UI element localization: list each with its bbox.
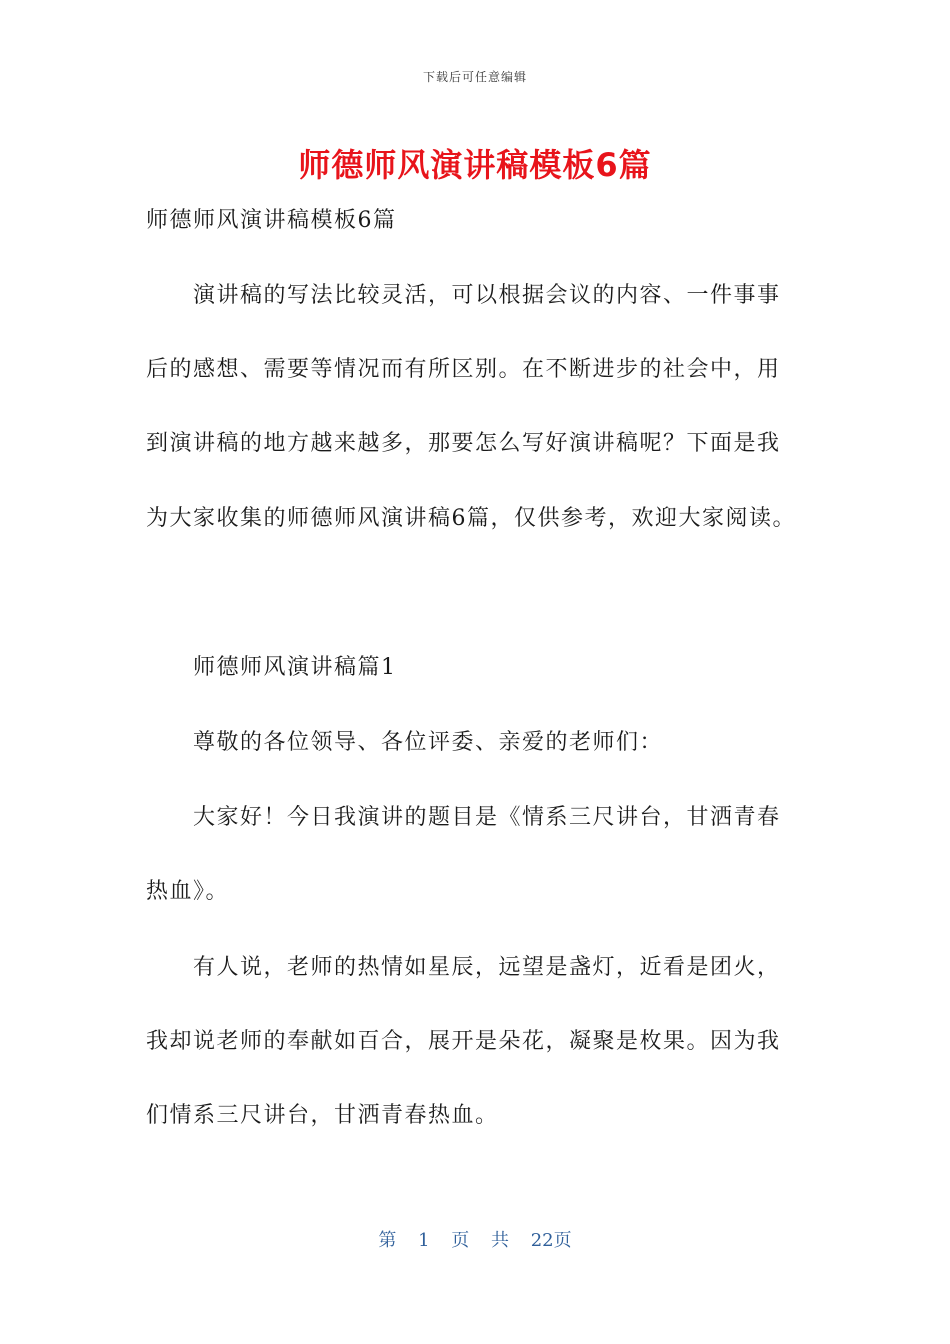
paragraph-line: 有人说，老师的热情如星辰，远望是盏灯，近看是团火， <box>193 955 781 980</box>
section-heading: 师德师风演讲稿篇1 <box>193 655 397 680</box>
greeting-line: 尊敬的各位领导、各位评委、亲爱的老师们： <box>193 730 664 755</box>
header-note: 下载后可任意编辑 <box>422 70 527 84</box>
footer-prefix: 第 <box>378 1230 397 1251</box>
paragraph-line: 我却说老师的奉献如百合，展开是朵花，凝聚是枚果。因为我 <box>146 1029 781 1054</box>
paragraph-line: 大家好！今日我演讲的题目是《情系三尺讲台，甘洒青春 <box>193 805 781 830</box>
document-title: 师德师风演讲稿模板6篇 <box>298 146 652 184</box>
footer-total-pages: 22页 <box>530 1230 572 1251</box>
paragraph-line: 热血》。 <box>146 879 230 904</box>
footer-page-word: 页 <box>451 1230 470 1251</box>
footer-page-number: 1 <box>418 1230 430 1251</box>
paragraph-line: 们情系三尺讲台，甘洒青春热血。 <box>146 1103 499 1128</box>
paragraph-line: 为大家收集的师德师风演讲稿6篇，仅供参考，欢迎大家阅读。 <box>146 506 796 531</box>
paragraph-line: 到演讲稿的地方越来越多，那要怎么写好演讲稿呢？下面是我 <box>146 431 781 456</box>
subtitle-line: 师德师风演讲稿模板6篇 <box>146 208 397 233</box>
footer-total-word: 共 <box>491 1230 509 1251</box>
page-footer <box>0 1226 950 1252</box>
paragraph-line: 演讲稿的写法比较灵活，可以根据会议的内容、一件事事 <box>193 283 781 308</box>
paragraph-line: 后的感想、需要等情况而有所区别。在不断进步的社会中，用 <box>146 357 781 382</box>
